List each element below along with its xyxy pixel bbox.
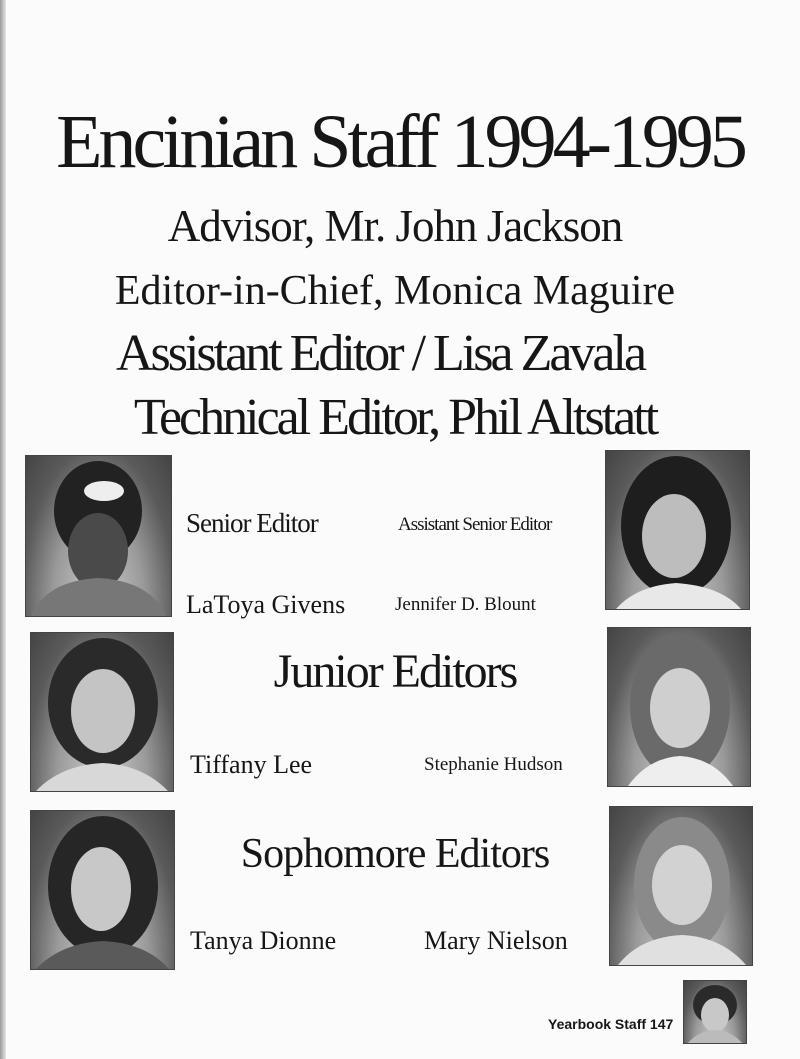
junior-editor-right-name: Stephanie Hudson (424, 754, 563, 775)
senior-editor-role: Senior Editor (186, 508, 318, 538)
portrait-silhouette (610, 807, 752, 965)
editor-in-chief-line: Editor-in-Chief, Monica Maguire (114, 268, 676, 314)
assistant-editor-line: Assistant Editor / Lisa Zavala (115, 325, 645, 382)
portrait-silhouette (606, 451, 749, 609)
junior-editors-heading: Junior Editors (273, 645, 517, 698)
portrait-photo-mary-nielson (609, 806, 753, 966)
junior-editor-left-name: Tiffany Lee (190, 750, 313, 779)
assistant-senior-editor-role: Assistant Senior Editor (398, 514, 552, 535)
assistant-senior-editor-name: Jennifer D. Blount (395, 594, 536, 615)
senior-editor-name: LaToya Givens (186, 590, 346, 619)
sophomore-editor-right-name: Mary Nielson (424, 926, 568, 955)
portrait-photo-footer (683, 980, 747, 1044)
portrait-silhouette (684, 981, 746, 1043)
advisor-line: Advisor, Mr. John Jackson (167, 201, 623, 251)
sophomore-editor-left-name: Tanya Dionne (190, 926, 337, 955)
portrait-silhouette (26, 456, 171, 616)
page-footer-caption: Yearbook Staff 147 (548, 1016, 674, 1032)
portrait-photo-jennifer-blount (605, 450, 750, 610)
sophomore-editors-heading: Sophomore Editors (240, 831, 550, 877)
page-title: Encinian Staff 1994-1995 (56, 100, 744, 184)
technical-editor-line: Technical Editor, Phil Altstatt (133, 389, 657, 446)
portrait-photo-latoya-givens (25, 455, 172, 617)
portrait-silhouette (608, 628, 750, 786)
portrait-photo-stephanie-hudson (607, 627, 751, 787)
